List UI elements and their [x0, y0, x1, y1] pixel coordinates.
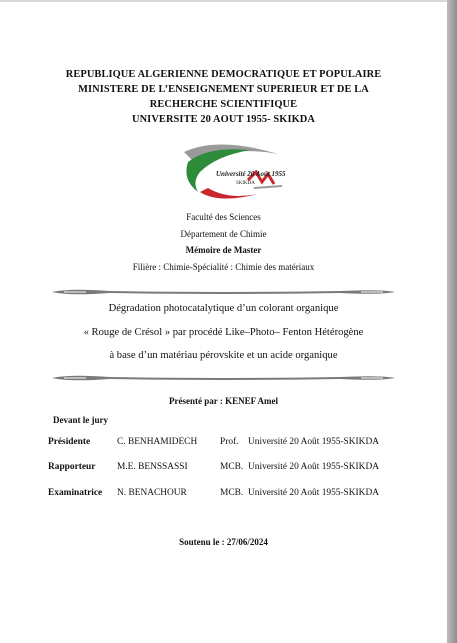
ornament-divider-top — [50, 287, 397, 297]
filiere-line: Filière : Chimie-Spécialité : Chimie des matériaux — [132, 261, 315, 272]
header-university: UNIVERSITE 20 AOUT 1955- SKIKDA — [131, 114, 316, 125]
page-top-border — [0, 0, 447, 2]
jury-row — [0, 437, 447, 451]
institution-header — [0, 67, 447, 127]
header-research: RECHERCHE SCIENTIFIQUE — [149, 99, 298, 110]
jury-grade: MCB. — [220, 462, 244, 472]
logo-text-university: Université 20 Août 1955 — [216, 170, 286, 178]
jury-role: Présidente — [48, 437, 91, 447]
jury-institution: Université 20 Août 1955-SKIKDA — [248, 437, 379, 447]
jury-name: M.E. BENSSASSI — [117, 462, 188, 472]
memoire-label: Mémoire de Master — [185, 245, 262, 255]
page-edge-shadow — [447, 0, 457, 643]
university-logo — [178, 142, 288, 204]
department-name: Département de Chimie — [180, 228, 267, 239]
jury-institution: Université 20 Août 1955-SKIKDA — [248, 488, 379, 498]
defense-date: Soutenu le : 27/06/2024 — [179, 537, 268, 547]
thesis-title-line-3: à base d’un matériau pérovskite et un acide organique — [109, 350, 338, 361]
jury-name: N. BENACHOUR — [117, 488, 187, 498]
thesis-title — [0, 297, 447, 368]
faculty-block — [0, 209, 447, 275]
ornament-divider-bottom — [50, 373, 397, 383]
header-republic: REPUBLIQUE ALGERIENNE DEMOCRATIQUE ET POPULAIRE — [65, 69, 382, 80]
presented-by: Présenté par : KENEF Amel — [169, 396, 278, 406]
jury-heading: Devant le jury — [53, 415, 108, 425]
jury-institution: Université 20 Août 1955-SKIKDA — [248, 462, 379, 472]
faculty-name: Faculté des Sciences — [186, 212, 261, 222]
header-ministry: MINISTERE DE L’ENSEIGNEMENT SUPERIEUR ET DE LA — [78, 84, 369, 95]
thesis-title-line-1: Dégradation photocatalytique d’un colorant organique — [108, 303, 339, 314]
jury-row — [0, 462, 447, 476]
jury-grade: Prof. — [220, 437, 239, 447]
jury-row — [0, 488, 447, 502]
jury-name: C. BENHAMIDECH — [117, 437, 198, 447]
thesis-title-line-2: « Rouge de Crésol » par procédé Like–Photo– Fenton Hétérogène — [83, 326, 364, 338]
jury-role: Examinatrice — [48, 488, 103, 498]
jury-grade: MCB. — [220, 488, 244, 498]
logo-text-skikda: SKIKDA — [236, 181, 255, 186]
jury-role: Rapporteur — [48, 462, 96, 472]
